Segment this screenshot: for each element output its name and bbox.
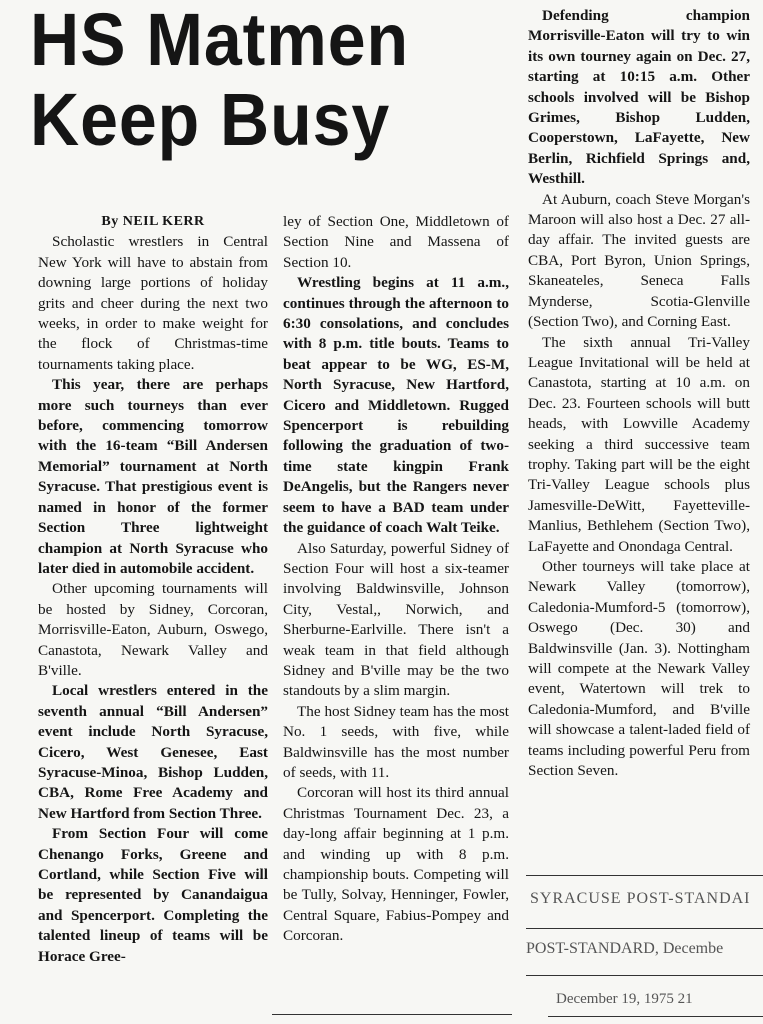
paragraph: This year, there are perhaps more such tourneys than ever before, commencing tomorrow with the 16-team “Bill Andersen Memorial” tournament at North Syracuse. That prestigious event is named in honor of the former Section Three lightweight champion at North Syracuse who later died in automobile accident. [38, 376, 268, 577]
paragraph: At Auburn, coach Steve Morgan's Maroon will also host a Dec. 27 all-day affair. The invited guests are CBA, Port Byron, Union Springs, Skaneateles, Seneca Falls Mynderse, Scotia-Glenville (Section Two), and Corning East. [528, 190, 750, 331]
paragraph: Scholastic wrestlers in Central New York will have to abstain from downing large portions of holiday grits and cheer during the next two weeks, in order to make weight for the flock of Christmas-time tournaments taking place. [38, 233, 268, 373]
paragraph: Wrestling begins at 11 a.m., continues through the afternoon to 6:30 consolations, and concludes with 8 p.m. title bouts. Teams to beat appear to be WG, ES-M, North Syracuse, New Hartford, Cicero and Middletown. Rugged Spencerport is rebuilding following the graduation of two-time state kingpin Frank DeAngelis, but the Rangers never seem to have a BAD team under the guidance of coach Walt Teike. [283, 274, 509, 537]
byline: By NEIL KERR [101, 214, 205, 229]
headline-line-2: Keep Busy [30, 78, 391, 161]
source-label-date-header: POST-STANDARD, Decembe [526, 940, 724, 957]
article-column-1 [38, 212, 268, 967]
paragraph: From Section Four will come Chenango Forks, Greene and Cortland, while Section Five will be represented by Canandaigua and Spencerport. Completing the talented lineup of teams will be Horace Gree- [38, 825, 268, 965]
paragraph: Corcoran will host its third annual Christmas Tournament Dec. 23, a day-long affair beginning at 1 p.m. and winding up with 8 p.m. championship bouts. Competing will be Tully, Solvay, Henninger, Fowler, Central Square, Fabius-Pompey and Corcoran. [283, 784, 509, 945]
article-column-3 [528, 6, 750, 781]
source-label-masthead: SYRACUSE POST-STANDAI [530, 890, 751, 907]
source-label-date-page: December 19, 1975 21 [556, 991, 693, 1007]
article-column-2 [283, 212, 509, 947]
headline-line-1: HS Matmen [30, 0, 409, 81]
paragraph: The sixth annual Tri-Valley League Invitational will be held at Canastota, starting at 10 a.m. on Dec. 23. Fourteen schools will butt heads, with Lowville Academy seeking a third successive team trophy. Taking part will be the eight Tri-Valley League schools plus Jamesville-DeWitt, Fayetteville-Manlius, Bethlehem (Section Two), LaFayette and Onondaga Central. [528, 333, 750, 555]
clipping-divider [526, 928, 763, 929]
clipping-divider [526, 975, 763, 976]
paragraph: Local wrestlers entered in the seventh annual “Bill Andersen” event include North Syracuse, Cicero, West Genesee, East Syracuse-Minoa, Bishop Ludden, CBA, Rome Free Academy and New Hartford from Section Three. [38, 682, 268, 822]
paragraph: Other tourneys will take place at Newark Valley (tomorrow), Caledonia-Mumford-5 (tomorrow), Oswego (Dec. 30) and Baldwinsville (Jan. 3). Nottingham will compete at the Newark Valley event, Watertown will trek to Caledonia-Mumford, and B'ville will showcase a talent-laded field of teams including powerful Peru from Section Seven. [528, 557, 750, 780]
paragraph: The host Sidney team has the most No. 1 seeds, with five, while Baldwinsville has the most number of seeds, with 11. [283, 702, 509, 781]
paragraph: ley of Section One, Middletown of Section Nine and Massena of Section 10. [283, 213, 509, 271]
column-divider [272, 1014, 512, 1015]
article-headline [30, 0, 472, 160]
paragraph: Also Saturday, powerful Sidney of Section Four will host a six-teamer involving Baldwinsville, Johnson City, Vestal,, Norwich, and Sherburne-Earlville. There isn't a weak team in that field although Sidney and B'ville may be the two standouts by a slim margin. [283, 539, 509, 700]
paragraph: Defending champion Morrisville-Eaton will try to win its own tourney again on Dec. 27, starting at 10:15 a.m. Other schools involved will be Bishop Grimes, Bishop Ludden, Cooperstown, LaFayette, New Berlin, Richfield Springs and, Westhill. [528, 7, 750, 188]
paragraph: Other upcoming tournaments will be hosted by Sidney, Corcoran, Morrisville-Eaton, Auburn, Oswego, Canastota, Newark Valley and B'ville. [38, 580, 268, 679]
clipping-divider [548, 1016, 763, 1017]
clipping-divider [526, 875, 763, 876]
